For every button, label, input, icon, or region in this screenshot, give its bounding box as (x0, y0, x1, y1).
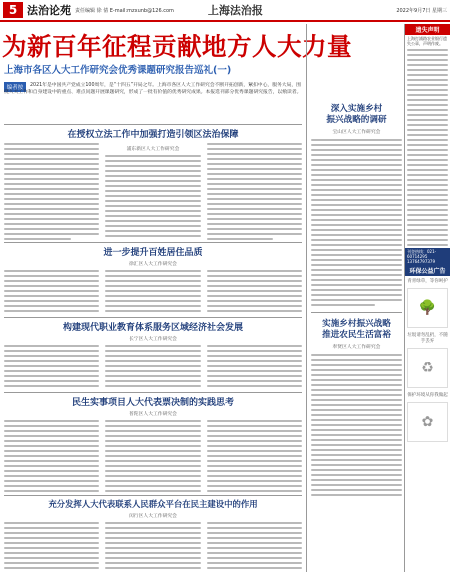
notice-title: 遗失声明 (405, 24, 450, 35)
article-title: 推进农民生活富裕 (322, 330, 391, 340)
editor-contact: 责任编辑 徐 倩 E-mail:mzxunb@126.com (75, 7, 174, 14)
divider (4, 392, 302, 393)
flower-icon: ✿ (421, 414, 434, 430)
article-vocational (4, 320, 302, 390)
sketch-illustration (407, 348, 448, 388)
article-title: 进一步提升百姓居住品质 (103, 248, 203, 258)
notice-text: 上海打浦路农业银行遗失公章，声明作废。 (407, 36, 447, 46)
env-slogan-3: 保护环境从你我做起 (407, 393, 448, 398)
article-title: 民生实事项目人大代表票决制的实践思考 (71, 398, 234, 408)
page-number: 5 (3, 2, 23, 18)
article-deputy-platform (4, 498, 302, 572)
ad-column (404, 24, 450, 572)
section-name: 法治论苑 (27, 4, 71, 17)
article-title: 充分发挥人大代表联系人民群众平台在民主建设中的作用 (48, 499, 258, 509)
notice-listing (405, 47, 450, 248)
article-byline: 普陀区人大工作研究会 (129, 412, 177, 417)
masthead (0, 0, 450, 22)
sketch-illustration (407, 402, 448, 442)
editor-note-text: 2021年是中国共产党成立100周年，是“十四五”开局之年。上海市各区人大工作研究会不断开拓创新，紧扣中心，服务大局，围绕人大工作和自身建设中的重点、难点问题开展课题研究，形成了一批有价值的优秀研究成果。本报选刊部分优秀课题研究报告，以飨读者。 (4, 83, 302, 96)
article-byline: 宝山区人大工作研究会 (332, 130, 381, 135)
divider (4, 242, 302, 243)
article-body (207, 420, 302, 493)
divider (4, 317, 302, 318)
paper-name: 上海法治报 (207, 4, 263, 17)
article-body (4, 345, 99, 390)
article-body (105, 522, 200, 572)
article-body (4, 420, 99, 493)
article-housing (4, 245, 302, 315)
article-byline: 奉贤区人大工作研究会 (332, 345, 381, 350)
article-body (105, 420, 200, 493)
editor-note-label: 编者按 (4, 82, 26, 92)
article-body (207, 143, 302, 240)
page-subhead: 上海市各区人大工作研究会优秀课题研究报告巡礼(一) (4, 65, 232, 76)
article-body (311, 139, 402, 306)
article-body (4, 522, 99, 572)
article-body (311, 354, 402, 496)
article-title: 振兴战略的调研 (326, 115, 387, 125)
article-body (105, 270, 200, 315)
article-livelihood-vote (4, 395, 302, 493)
article-byline: 长宁区人大工作研究会 (129, 337, 177, 342)
article-body (105, 345, 200, 390)
ad-contact: 刊登热线：021-60714295 13764797379 (405, 248, 450, 265)
article-title: 实施乡村振兴战略 (322, 319, 391, 329)
sketch-illustration (407, 288, 448, 328)
article-title: 构建现代职业教育体系服务区域经济社会发展 (62, 323, 243, 333)
recycle-icon: ♻ (421, 360, 434, 376)
divider (4, 495, 302, 496)
article-byline: 徐汇区人大工作研究会 (129, 262, 177, 267)
article-body (207, 522, 302, 572)
page-headline: 为新百年征程贡献地方人大力量 (2, 32, 352, 61)
divider (4, 124, 302, 125)
env-ad-title: 环保公益广告 (405, 265, 450, 276)
article-body (207, 270, 302, 315)
article-byline: 浦东新区人大工作研究会 (126, 147, 180, 152)
env-slogan-2: 垃圾请勿乱扔，不随手丢弃 (407, 333, 448, 344)
issue-date: 2022年9月7日 星期三 (396, 7, 447, 14)
env-slogan: 青青绿草，等你呵护 (407, 279, 448, 284)
article-body (207, 345, 302, 390)
article-legislation (4, 127, 302, 240)
article-body (4, 270, 99, 315)
article-title: 在授权立法工作中加强打造引领区法治保障 (67, 130, 239, 140)
divider (311, 312, 402, 313)
right-column (306, 24, 402, 572)
article-body (105, 155, 200, 240)
article-byline: 闵行区人大工作研究会 (129, 514, 177, 519)
article-title: 深入实施乡村 (330, 104, 383, 114)
article-body (4, 143, 99, 240)
tree-icon: 🌳 (418, 300, 437, 316)
